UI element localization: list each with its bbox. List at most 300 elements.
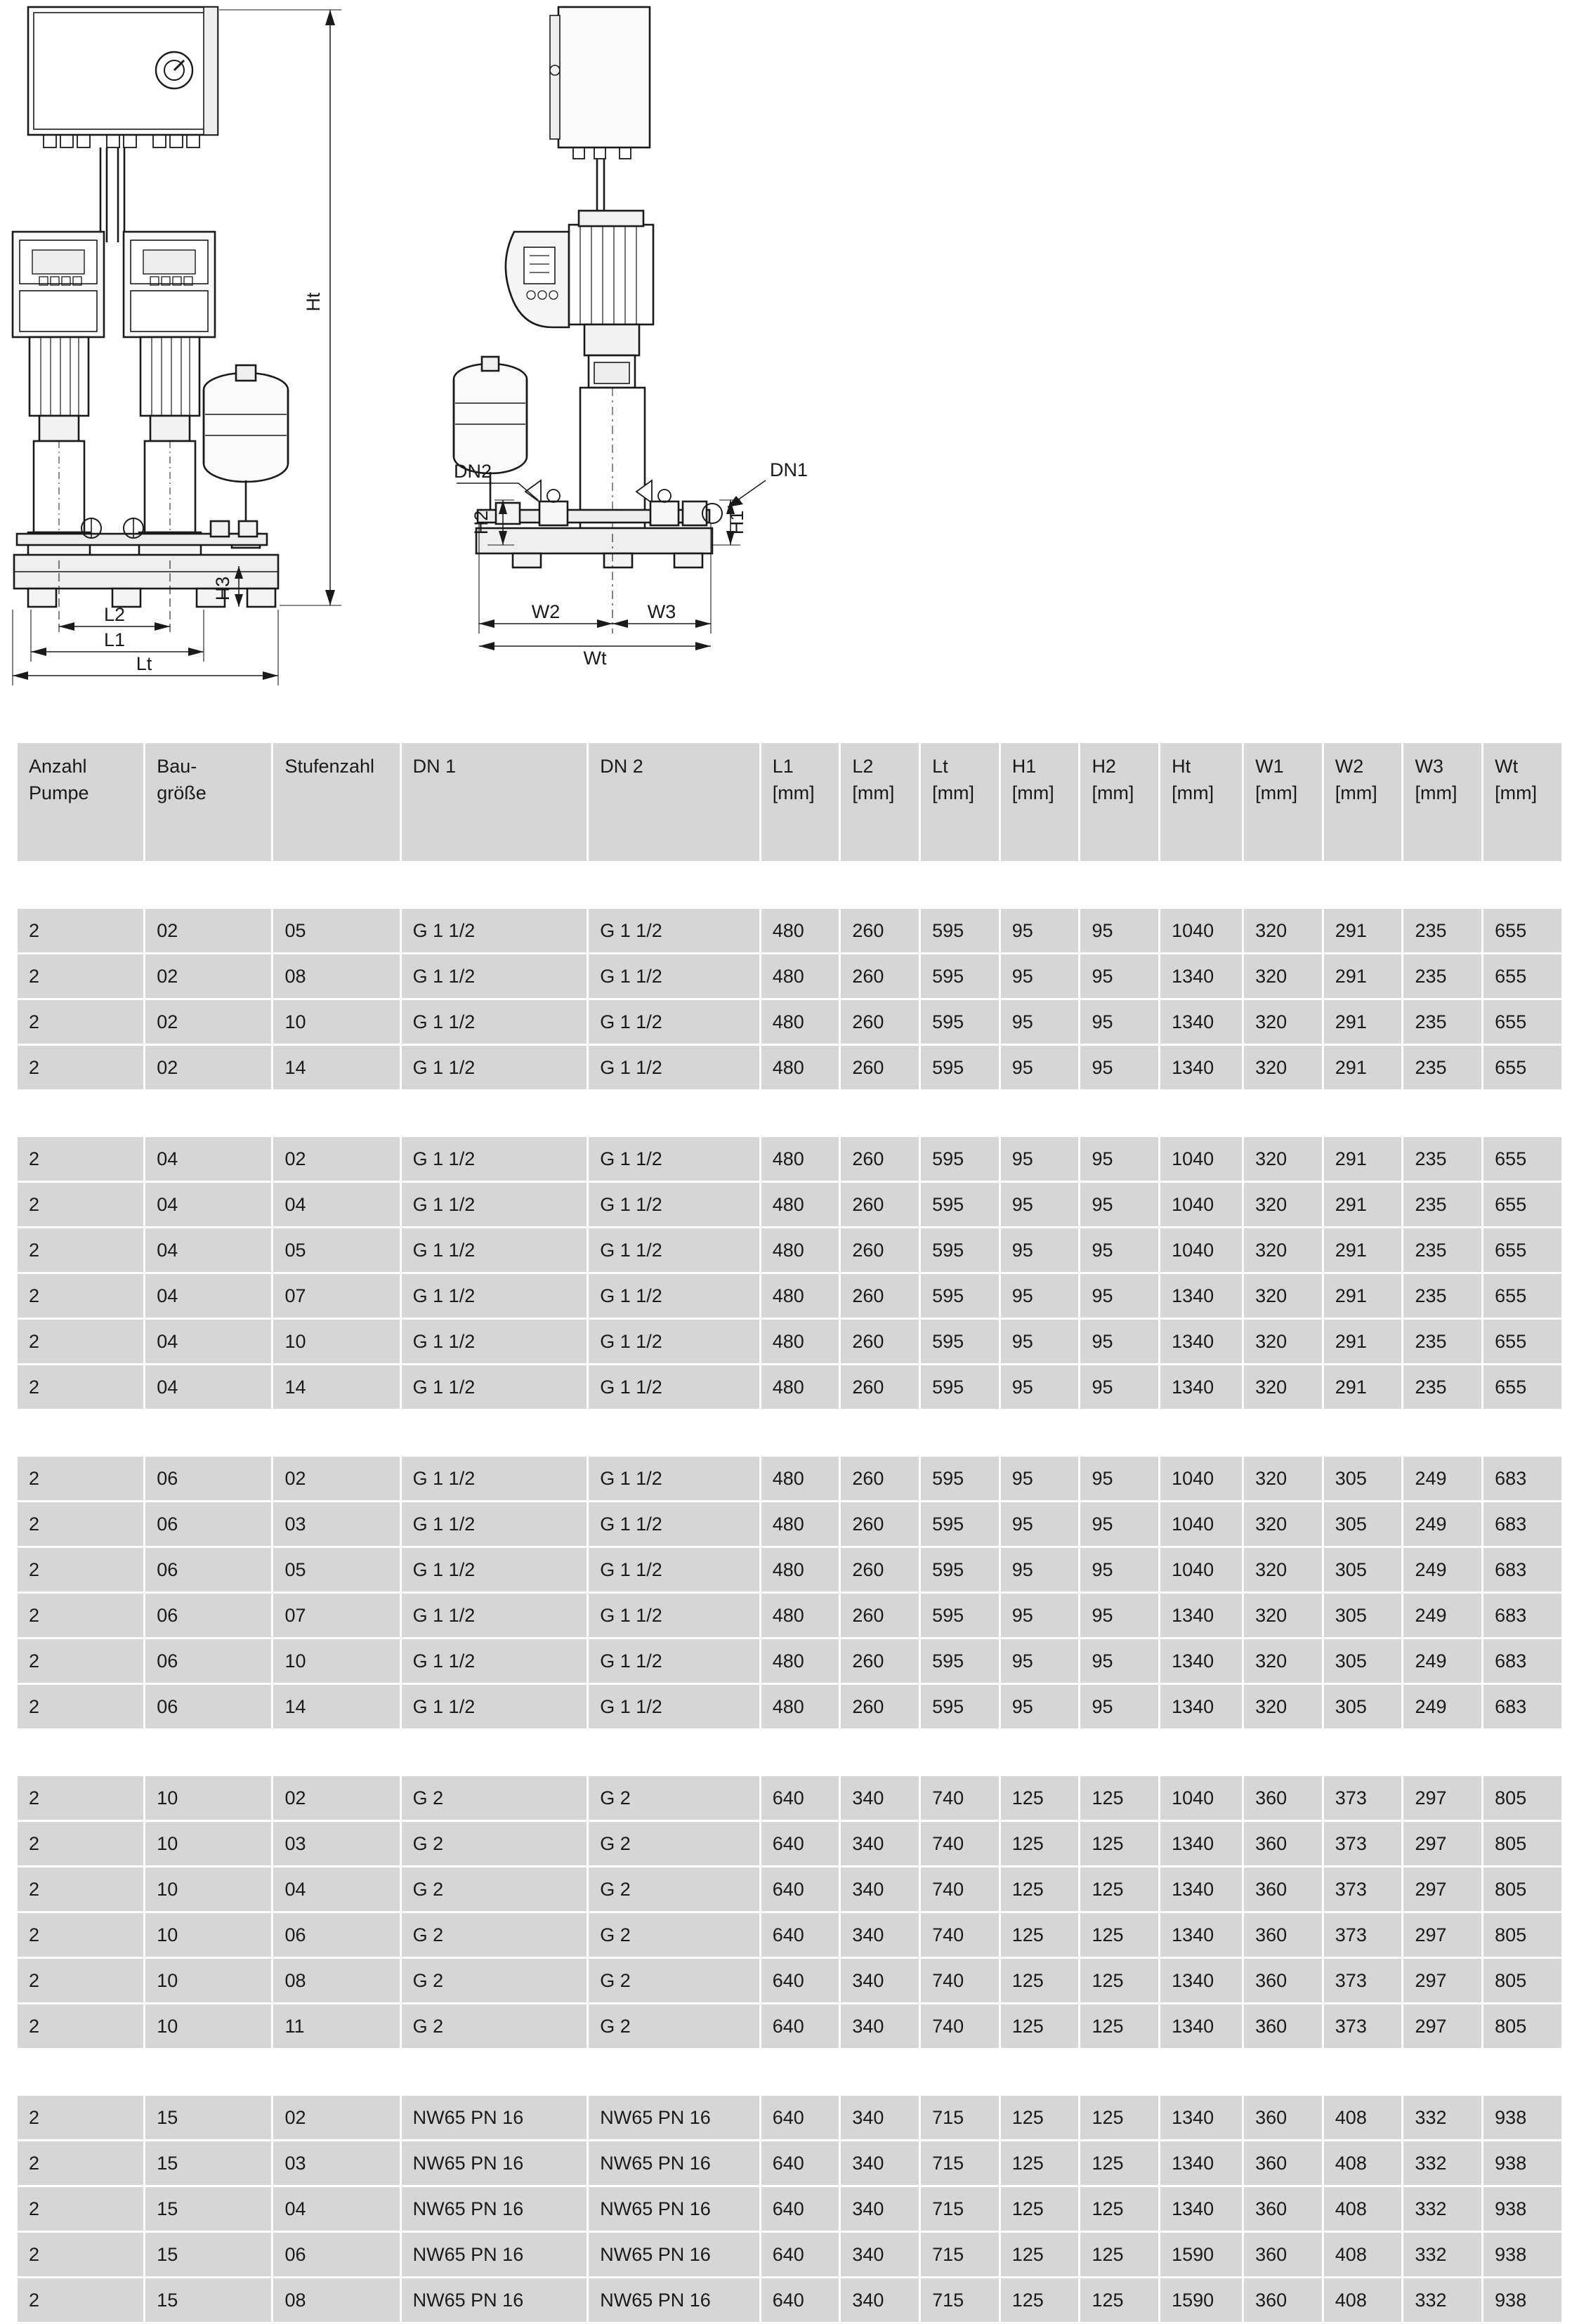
table-row[interactable]: [18, 1274, 1561, 1318]
table-cell: 2: [18, 2233, 143, 2276]
table-cell: 1040: [1160, 1457, 1242, 1500]
table-cell: 04: [145, 1137, 271, 1181]
table-cell: 340: [841, 2096, 919, 2139]
table-row[interactable]: [18, 2096, 1561, 2139]
table-cell: 95: [1080, 1594, 1158, 1637]
table-cell: 360: [1244, 2187, 1322, 2231]
table-cell: 260: [841, 1548, 919, 1591]
table-cell: 1040: [1160, 1548, 1242, 1591]
table-cell: 2: [18, 1457, 143, 1500]
table-cell: 03: [273, 2141, 399, 2185]
table-cell: G 1 1/2: [589, 1457, 759, 1500]
table-cell: 125: [1080, 1959, 1158, 2002]
table-cell: 2: [18, 1867, 143, 1911]
table-cell: G 1 1/2: [589, 1685, 759, 1728]
table-cell: 715: [921, 2141, 999, 2185]
column-header-label: DN 1: [412, 756, 457, 777]
table-cell: 595: [921, 1183, 999, 1226]
table-cell: 320: [1244, 1685, 1322, 1728]
table-cell: G 2: [402, 2004, 587, 2048]
table-cell: 95: [1080, 1320, 1158, 1363]
table-cell: 297: [1403, 1867, 1481, 1911]
table-cell: 340: [841, 1776, 919, 1820]
table-header: [18, 743, 1561, 861]
table-cell: 235: [1403, 954, 1481, 998]
table-cell: G 2: [589, 1959, 759, 2002]
table-cell: 235: [1403, 1274, 1481, 1318]
table-row[interactable]: [18, 1228, 1561, 1272]
table-cell: 125: [1080, 2096, 1158, 2139]
table-cell: 291: [1324, 1320, 1402, 1363]
table-cell: 291: [1324, 1183, 1402, 1226]
table-cell: 06: [273, 2233, 399, 2276]
table-cell: 715: [921, 2096, 999, 2139]
table-cell: 740: [921, 2004, 999, 2048]
table-cell: 1340: [1160, 1365, 1242, 1409]
table-cell: 595: [921, 1320, 999, 1363]
table-cell: 2: [18, 909, 143, 952]
table-cell: 10: [145, 1959, 271, 2002]
table-cell: 1340: [1160, 954, 1242, 998]
table-cell: 715: [921, 2187, 999, 2231]
table-cell: 297: [1403, 1959, 1481, 2002]
table-cell: 320: [1244, 1639, 1322, 1683]
group-spacer-cell: [18, 1091, 1561, 1135]
table-cell: G 2: [402, 1822, 587, 1865]
table-cell: 320: [1244, 1137, 1322, 1181]
table-cell: 480: [761, 954, 839, 998]
table-cell: 305: [1324, 1594, 1402, 1637]
table-row[interactable]: [18, 909, 1561, 952]
dimension-label-w2: W2: [531, 601, 561, 622]
table-cell: G 1 1/2: [589, 1046, 759, 1089]
table-cell: 805: [1483, 1776, 1561, 1820]
table-cell: G 1 1/2: [589, 1000, 759, 1044]
table-cell: 640: [761, 1913, 839, 1957]
table-cell: NW65 PN 16: [402, 2278, 587, 2322]
column-header-label: L2: [852, 756, 874, 777]
table-cell: G 1 1/2: [589, 1594, 759, 1637]
table-cell: G 1 1/2: [402, 1000, 587, 1044]
table-row[interactable]: [18, 1137, 1561, 1181]
group-spacer: [18, 1731, 1561, 1774]
table-cell: NW65 PN 16: [402, 2141, 587, 2185]
table-cell: 125: [1080, 1822, 1158, 1865]
table-cell: 595: [921, 1548, 999, 1591]
table-cell: 2: [18, 1639, 143, 1683]
table-cell: 1590: [1160, 2233, 1242, 2276]
table-cell: 235: [1403, 1365, 1481, 1409]
table-cell: G 1 1/2: [589, 1365, 759, 1409]
table-cell: 480: [761, 1457, 839, 1500]
table-cell: G 1 1/2: [589, 1183, 759, 1226]
table-row[interactable]: [18, 1822, 1561, 1865]
table-cell: 373: [1324, 1867, 1402, 1911]
table-cell: NW65 PN 16: [402, 2096, 587, 2139]
table-cell: 1340: [1160, 1639, 1242, 1683]
table-cell: 340: [841, 2187, 919, 2231]
table-cell: 595: [921, 1685, 999, 1728]
table-cell: G 1 1/2: [402, 1502, 587, 1546]
table-cell: 260: [841, 1183, 919, 1226]
table-cell: 125: [1080, 2233, 1158, 2276]
table-cell: 125: [1001, 1913, 1079, 1957]
table-cell: 480: [761, 1685, 839, 1728]
table-row[interactable]: [18, 1639, 1561, 1683]
table-cell: G 1 1/2: [402, 1594, 587, 1637]
table-row[interactable]: [18, 2004, 1561, 2048]
table-row[interactable]: [18, 1000, 1561, 1044]
table-cell: 595: [921, 1639, 999, 1683]
table-cell: 320: [1244, 1365, 1322, 1409]
table-row[interactable]: [18, 1867, 1561, 1911]
dimension-label-lt: Lt: [136, 653, 152, 674]
table-cell: 2: [18, 2096, 143, 2139]
table-cell: 340: [841, 1822, 919, 1865]
table-cell: 125: [1001, 1867, 1079, 1911]
table-cell: G 1 1/2: [589, 1548, 759, 1591]
dimension-label-l1: L1: [103, 629, 126, 650]
table-row[interactable]: [18, 1365, 1561, 1409]
table-cell: 260: [841, 1365, 919, 1409]
table-cell: 235: [1403, 909, 1481, 952]
table-cell: 655: [1483, 1000, 1561, 1044]
front-view-drawing: [0, 0, 393, 708]
table-cell: 640: [761, 2187, 839, 2231]
table-cell: 02: [273, 1776, 399, 1820]
dimension-label-dn1: DN1: [770, 459, 808, 480]
table-row[interactable]: [18, 1959, 1561, 2002]
table-cell: 360: [1244, 2096, 1322, 2139]
table-cell: 95: [1001, 1137, 1079, 1181]
table-cell: 95: [1001, 909, 1079, 952]
table-cell: 683: [1483, 1594, 1561, 1637]
table-cell: 125: [1001, 2233, 1079, 2276]
table-cell: 95: [1001, 1548, 1079, 1591]
table-cell: 320: [1244, 1000, 1322, 1044]
table-cell: 125: [1080, 1913, 1158, 1957]
table-cell: 15: [145, 2278, 271, 2322]
table-cell: 1340: [1160, 1594, 1242, 1637]
table-cell: G 1 1/2: [589, 1228, 759, 1272]
table-cell: 260: [841, 1639, 919, 1683]
table-cell: 320: [1244, 909, 1322, 952]
table-cell: 10: [145, 2004, 271, 2048]
table-row[interactable]: [18, 1913, 1561, 1957]
table-cell: 14: [273, 1685, 399, 1728]
table-cell: 360: [1244, 2233, 1322, 2276]
table-cell: 95: [1001, 1320, 1079, 1363]
table-cell: 305: [1324, 1548, 1402, 1591]
column-header-label: W3: [1415, 756, 1443, 777]
table-cell: 249: [1403, 1685, 1481, 1728]
table-cell: 1340: [1160, 2004, 1242, 2048]
table-cell: 125: [1080, 1776, 1158, 1820]
group-spacer-cell: [18, 1731, 1561, 1774]
column-header-h2: [1080, 743, 1158, 861]
table-cell: G 1 1/2: [402, 1548, 587, 1591]
table-cell: 480: [761, 1548, 839, 1591]
table-cell: 683: [1483, 1639, 1561, 1683]
dimension-label-h1: H1: [726, 510, 747, 535]
table-cell: 340: [841, 1913, 919, 1957]
table-cell: 04: [145, 1320, 271, 1363]
table-cell: G 2: [589, 1822, 759, 1865]
table-cell: 2: [18, 1502, 143, 1546]
table-cell: 740: [921, 1913, 999, 1957]
column-header-w1: [1244, 743, 1322, 861]
table-cell: 11: [273, 2004, 399, 2048]
table-cell: 06: [145, 1502, 271, 1546]
table-cell: 04: [273, 1867, 399, 1911]
column-header-w3: [1403, 743, 1481, 861]
table-cell: 655: [1483, 1046, 1561, 1089]
table-cell: 249: [1403, 1639, 1481, 1683]
table-cell: 04: [145, 1228, 271, 1272]
table-cell: 95: [1080, 1457, 1158, 1500]
table-cell: 340: [841, 2278, 919, 2322]
table-cell: 640: [761, 2278, 839, 2322]
table-row[interactable]: [18, 2187, 1561, 2231]
table-cell: 320: [1244, 1502, 1322, 1546]
table-cell: 05: [273, 1548, 399, 1591]
column-header-dn-1: [402, 743, 587, 861]
table-cell: 95: [1001, 1228, 1079, 1272]
column-header-stufenzahl: [273, 743, 399, 861]
table-cell: 715: [921, 2278, 999, 2322]
table-cell: 95: [1001, 1046, 1079, 1089]
table-cell: 95: [1080, 1685, 1158, 1728]
table-cell: 373: [1324, 1959, 1402, 2002]
table-cell: 2: [18, 1320, 143, 1363]
table-cell: 655: [1483, 1228, 1561, 1272]
table-cell: 1340: [1160, 2096, 1242, 2139]
table-cell: 320: [1244, 1548, 1322, 1591]
table-cell: 332: [1403, 2278, 1481, 2322]
table-cell: 95: [1001, 1000, 1079, 1044]
table-cell: 02: [145, 1000, 271, 1044]
table-row[interactable]: [18, 2141, 1561, 2185]
table-cell: G 1 1/2: [589, 1137, 759, 1181]
table-body: [18, 863, 1561, 2322]
table-cell: 805: [1483, 1959, 1561, 2002]
table-cell: 125: [1001, 1776, 1079, 1820]
table-cell: 373: [1324, 2004, 1402, 2048]
table-row[interactable]: [18, 1046, 1561, 1089]
table-cell: 2: [18, 954, 143, 998]
table-cell: 360: [1244, 2004, 1322, 2048]
table-cell: 640: [761, 2233, 839, 2276]
column-header-label-line2: Pumpe: [29, 782, 89, 804]
table-cell: 291: [1324, 1228, 1402, 1272]
table-cell: 125: [1001, 2187, 1079, 2231]
table-cell: 332: [1403, 2233, 1481, 2276]
table-cell: 03: [273, 1502, 399, 1546]
table-cell: 15: [145, 2141, 271, 2185]
table-cell: 1040: [1160, 909, 1242, 952]
table-cell: 10: [145, 1776, 271, 1820]
table-cell: 320: [1244, 1046, 1322, 1089]
table-cell: 95: [1080, 1228, 1158, 1272]
table-row[interactable]: [18, 1776, 1561, 1820]
table-cell: 320: [1244, 1320, 1322, 1363]
table-cell: 291: [1324, 954, 1402, 998]
table-row[interactable]: [18, 1548, 1561, 1591]
table-cell: 04: [273, 2187, 399, 2231]
table-cell: 320: [1244, 1183, 1322, 1226]
table-cell: 291: [1324, 1000, 1402, 1044]
table-cell: 1340: [1160, 1913, 1242, 1957]
table-cell: 297: [1403, 1913, 1481, 1957]
table-cell: 340: [841, 2004, 919, 2048]
dimension-label-w3: W3: [647, 601, 676, 622]
table-cell: 260: [841, 909, 919, 952]
column-header-unit: [mm]: [932, 782, 975, 804]
table-cell: 2: [18, 1776, 143, 1820]
table-cell: 10: [273, 1320, 399, 1363]
table-cell: 125: [1080, 2278, 1158, 2322]
header-gap-cell: [18, 863, 1561, 907]
table-cell: 2: [18, 1274, 143, 1318]
column-header-label: Wt: [1495, 756, 1519, 777]
table-cell: 1340: [1160, 1685, 1242, 1728]
table-cell: 373: [1324, 1913, 1402, 1957]
table-cell: 740: [921, 1959, 999, 2002]
table-cell: 2: [18, 1548, 143, 1591]
table-row[interactable]: [18, 1183, 1561, 1226]
table-cell: 360: [1244, 2278, 1322, 2322]
table-cell: 938: [1483, 2096, 1561, 2139]
column-header-label: Lt: [932, 756, 948, 777]
table-cell: 95: [1080, 1502, 1158, 1546]
table-cell: 305: [1324, 1502, 1402, 1546]
table-cell: G 1 1/2: [402, 1320, 587, 1363]
table-cell: 05: [273, 1228, 399, 1272]
group-spacer: [18, 1411, 1561, 1455]
table-cell: 291: [1324, 1274, 1402, 1318]
specification-table: [15, 741, 1564, 2324]
table-cell: 683: [1483, 1457, 1561, 1500]
table-cell: 95: [1080, 1365, 1158, 1409]
table-cell: 320: [1244, 1274, 1322, 1318]
table-row[interactable]: [18, 1594, 1561, 1637]
table-cell: NW65 PN 16: [589, 2187, 759, 2231]
table-cell: 15: [145, 2096, 271, 2139]
table-cell: 320: [1244, 1594, 1322, 1637]
table-cell: NW65 PN 16: [402, 2187, 587, 2231]
table-cell: 1340: [1160, 1822, 1242, 1865]
table-row[interactable]: [18, 1457, 1561, 1500]
column-header-l1: [761, 743, 839, 861]
table-cell: 305: [1324, 1457, 1402, 1500]
table-cell: 2: [18, 1183, 143, 1226]
table-cell: 640: [761, 1822, 839, 1865]
table-cell: 08: [273, 2278, 399, 2322]
table-cell: 125: [1080, 2141, 1158, 2185]
group-spacer-cell: [18, 2050, 1561, 2094]
table-cell: G 1 1/2: [589, 1320, 759, 1363]
table-cell: G 1 1/2: [402, 1685, 587, 1728]
table-cell: 95: [1080, 1548, 1158, 1591]
table-cell: 15: [145, 2233, 271, 2276]
table-cell: 340: [841, 1959, 919, 2002]
table-cell: 2: [18, 2278, 143, 2322]
table-cell: NW65 PN 16: [402, 2233, 587, 2276]
table-cell: 10: [145, 1822, 271, 1865]
column-header-unit: [mm]: [772, 782, 815, 804]
table-cell: 2: [18, 1000, 143, 1044]
column-header-label: W1: [1255, 756, 1284, 777]
table-cell: 291: [1324, 1365, 1402, 1409]
table-cell: 04: [145, 1183, 271, 1226]
table-cell: 640: [761, 1867, 839, 1911]
table-cell: 360: [1244, 2141, 1322, 2185]
table-cell: 08: [273, 1959, 399, 2002]
table-cell: 480: [761, 1365, 839, 1409]
table-cell: G 2: [589, 1776, 759, 1820]
table-cell: 373: [1324, 1822, 1402, 1865]
table-cell: 260: [841, 954, 919, 998]
table-cell: NW65 PN 16: [589, 2141, 759, 2185]
table-cell: 95: [1001, 1457, 1079, 1500]
table-row[interactable]: [18, 1502, 1561, 1546]
table-cell: 683: [1483, 1685, 1561, 1728]
table-cell: 655: [1483, 909, 1561, 952]
table-cell: 10: [273, 1000, 399, 1044]
table-cell: 715: [921, 2233, 999, 2276]
table-cell: 125: [1001, 1959, 1079, 2002]
technical-drawings: [0, 0, 1579, 708]
table-cell: 360: [1244, 1822, 1322, 1865]
table-cell: 95: [1080, 1046, 1158, 1089]
table-cell: 595: [921, 954, 999, 998]
table-cell: 125: [1001, 2004, 1079, 2048]
table-row[interactable]: [18, 2278, 1561, 2322]
table-cell: G 2: [589, 2004, 759, 2048]
table-cell: 805: [1483, 1913, 1561, 1957]
table-cell: 2: [18, 2187, 143, 2231]
table-cell: 06: [145, 1639, 271, 1683]
dimension-label-h2: H2: [471, 510, 492, 535]
table-row[interactable]: [18, 1320, 1561, 1363]
table-cell: G 1 1/2: [402, 1365, 587, 1409]
table-row[interactable]: [18, 954, 1561, 998]
table-cell: 02: [145, 1046, 271, 1089]
table-cell: 95: [1080, 1137, 1158, 1181]
column-header-label: W2: [1335, 756, 1364, 777]
table-cell: 740: [921, 1822, 999, 1865]
column-header-label: Bau-: [157, 756, 197, 777]
table-cell: 260: [841, 1502, 919, 1546]
column-header-anzahl: [18, 743, 143, 861]
table-row[interactable]: [18, 1685, 1561, 1728]
table-cell: 1040: [1160, 1502, 1242, 1546]
table-cell: 408: [1324, 2141, 1402, 2185]
table-cell: G 1 1/2: [402, 1228, 587, 1272]
table-cell: 06: [145, 1548, 271, 1591]
specification-table-wrapper: [15, 741, 1564, 2324]
table-cell: 740: [921, 1776, 999, 1820]
table-cell: NW65 PN 16: [589, 2096, 759, 2139]
table-cell: 480: [761, 1274, 839, 1318]
table-row[interactable]: [18, 2233, 1561, 2276]
table-header-row: [18, 743, 1561, 861]
table-cell: 297: [1403, 1776, 1481, 1820]
table-cell: 305: [1324, 1685, 1402, 1728]
table-cell: 2: [18, 2141, 143, 2185]
table-cell: 95: [1080, 954, 1158, 998]
table-cell: 235: [1403, 1137, 1481, 1181]
